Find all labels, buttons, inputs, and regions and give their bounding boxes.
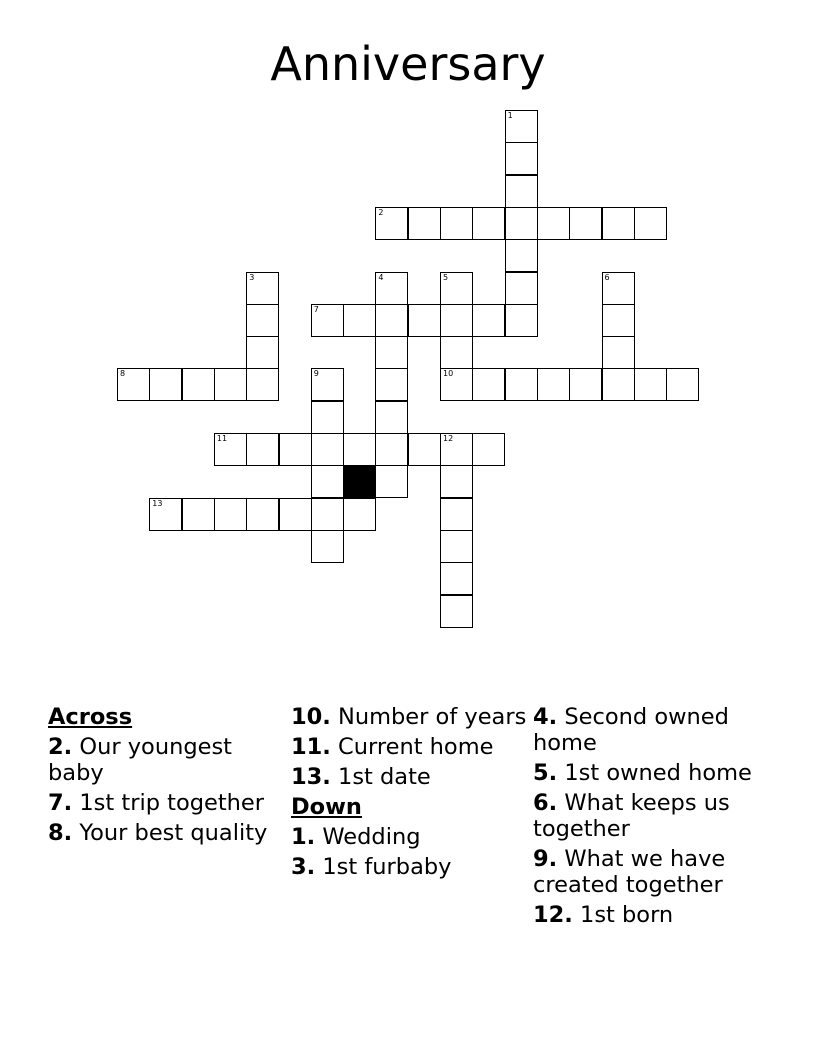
cell-number: 12 (443, 434, 454, 443)
grid-cell[interactable] (408, 304, 441, 337)
clue-text: Number of years (338, 704, 527, 730)
clue-across-7 (48, 790, 286, 816)
grid-cell[interactable] (375, 272, 408, 305)
clue-number: 10. (291, 704, 331, 730)
grid-cell[interactable] (472, 207, 505, 240)
clue-down-5 (533, 760, 783, 786)
grid-cell[interactable] (440, 207, 473, 240)
grid-cell[interactable] (408, 207, 441, 240)
grid-cell[interactable] (246, 336, 279, 369)
cell-number: 1 (507, 111, 513, 120)
grid-cell[interactable] (537, 368, 570, 401)
clue-across-8 (48, 820, 286, 846)
clue-text: 1st furbaby (322, 854, 452, 880)
clues-column-1 (48, 704, 286, 850)
cell-number: 6 (604, 272, 610, 282)
grid-cell[interactable] (279, 498, 312, 531)
clue-text: Wedding (322, 824, 421, 850)
clue-across-11 (291, 734, 529, 760)
clue-across-13 (291, 764, 529, 790)
clue-number: 5. (533, 760, 558, 786)
grid-cell[interactable] (375, 465, 408, 498)
grid-cell[interactable] (246, 433, 279, 466)
clue-down-1 (291, 824, 529, 850)
grid-cell[interactable] (440, 336, 473, 369)
grid-cell[interactable] (440, 433, 473, 466)
clue-text: Our youngest baby (48, 734, 233, 786)
grid-cell[interactable] (505, 304, 538, 337)
clue-number: 9. (533, 846, 558, 872)
clue-text: 1st owned home (564, 760, 752, 786)
grid-cell[interactable] (440, 562, 473, 595)
grid-cell[interactable] (375, 207, 408, 240)
grid-cell[interactable] (214, 498, 247, 531)
clue-down-4 (533, 704, 783, 756)
clue-number: 8. (48, 820, 73, 846)
grid-cell[interactable] (343, 304, 376, 337)
grid-cell[interactable] (375, 304, 408, 337)
grid-cell[interactable] (569, 368, 602, 401)
grid-cell[interactable] (634, 368, 667, 401)
grid-cell[interactable] (537, 207, 570, 240)
puzzle-title: Anniversary (270, 37, 546, 91)
grid-cell[interactable] (246, 498, 279, 531)
grid-cell[interactable] (440, 465, 473, 498)
clue-down-12 (533, 902, 783, 928)
cell-number: 11 (216, 434, 228, 443)
grid-cell[interactable] (279, 433, 312, 466)
clue-text: What keeps us together (533, 790, 730, 842)
clue-across-2 (48, 734, 286, 786)
clue-down-3 (291, 854, 529, 880)
cell-number: 5 (443, 272, 449, 282)
grid-cell[interactable] (569, 207, 602, 240)
clue-text: Second owned home (533, 704, 729, 756)
grid-cell[interactable] (505, 175, 538, 208)
grid-cell[interactable] (375, 401, 408, 434)
clue-text: Your best quality (79, 820, 268, 846)
grid-cell[interactable] (602, 368, 635, 401)
grid-cell[interactable] (311, 401, 344, 434)
grid-cell[interactable] (505, 368, 538, 401)
clue-number: 7. (48, 790, 73, 816)
cell-number: 8 (120, 369, 126, 379)
grid-cell[interactable] (214, 433, 247, 466)
clue-number: 6. (533, 790, 558, 816)
clue-text: 1st trip together (79, 790, 265, 816)
cell-number: 13 (152, 498, 163, 508)
grid-cell[interactable] (311, 498, 344, 531)
clue-number: 13. (291, 764, 331, 790)
across-heading: Across (48, 704, 133, 730)
clue-number: 12. (533, 902, 573, 928)
grid-cell[interactable] (602, 272, 635, 305)
clue-down-6 (533, 790, 783, 842)
grid-cell[interactable] (343, 433, 376, 466)
grid-cell[interactable] (440, 304, 473, 337)
grid-cell[interactable] (505, 272, 538, 305)
grid-cell[interactable] (182, 368, 215, 401)
grid-cell[interactable] (440, 530, 473, 563)
grid-cell[interactable] (440, 272, 473, 305)
grid-cell[interactable] (505, 142, 538, 175)
clue-across-10 (291, 704, 529, 730)
grid-cell[interactable] (602, 207, 635, 240)
grid-cell[interactable] (472, 368, 505, 401)
grid-cell[interactable] (246, 272, 279, 305)
grid-cell[interactable] (602, 336, 635, 369)
grid-cell[interactable] (149, 368, 182, 401)
grid-cell[interactable] (408, 433, 441, 466)
grid-cell[interactable] (440, 368, 473, 401)
grid-cell[interactable] (149, 498, 182, 531)
grid-cell[interactable] (375, 433, 408, 466)
cell-number: 7 (313, 304, 319, 314)
clue-text: 1st born (580, 902, 674, 928)
clues-column-2 (291, 704, 529, 884)
clue-down-9 (533, 846, 783, 898)
grid-cell[interactable] (505, 207, 538, 240)
grid-cell[interactable] (602, 304, 635, 337)
clue-number: 11. (291, 734, 331, 760)
grid-cell[interactable] (472, 304, 505, 337)
grid-cell[interactable] (375, 336, 408, 369)
grid-cell[interactable] (505, 239, 538, 272)
clue-number: 1. (291, 824, 316, 850)
clue-number: 3. (291, 854, 316, 880)
grid-cell[interactable] (634, 207, 667, 240)
grid-cell[interactable] (440, 498, 473, 531)
clue-text: 1st date (338, 764, 431, 790)
grid-cell[interactable] (505, 110, 538, 143)
grid-cell[interactable] (246, 368, 279, 401)
grid-cell[interactable] (343, 498, 376, 531)
grid-cell[interactable] (311, 465, 344, 498)
grid-cell[interactable] (311, 368, 344, 401)
grid-cell[interactable] (246, 304, 279, 337)
grid-cell[interactable] (182, 498, 215, 531)
grid-cell[interactable] (214, 368, 247, 401)
grid-cell[interactable] (117, 368, 150, 401)
clue-number: 4. (533, 704, 558, 730)
down-heading: Down (291, 794, 362, 820)
grid-cell[interactable] (375, 368, 408, 401)
grid-cell[interactable] (440, 595, 473, 628)
grid-cell[interactable] (666, 368, 699, 401)
grid-cell[interactable] (311, 304, 344, 337)
cell-number: 9 (313, 369, 319, 379)
clue-text: What we have created together (533, 846, 726, 898)
cell-number: 4 (378, 272, 384, 282)
cell-number: 3 (249, 272, 255, 282)
clues-column-3 (533, 704, 783, 932)
grid-cell[interactable] (472, 433, 505, 466)
black-cell (343, 465, 376, 498)
clue-text: Current home (338, 734, 494, 760)
clue-number: 2. (48, 734, 73, 760)
grid-cell[interactable] (311, 530, 344, 563)
cell-number: 10 (443, 369, 454, 379)
grid-cell[interactable] (311, 433, 344, 466)
cell-number: 2 (378, 207, 384, 217)
